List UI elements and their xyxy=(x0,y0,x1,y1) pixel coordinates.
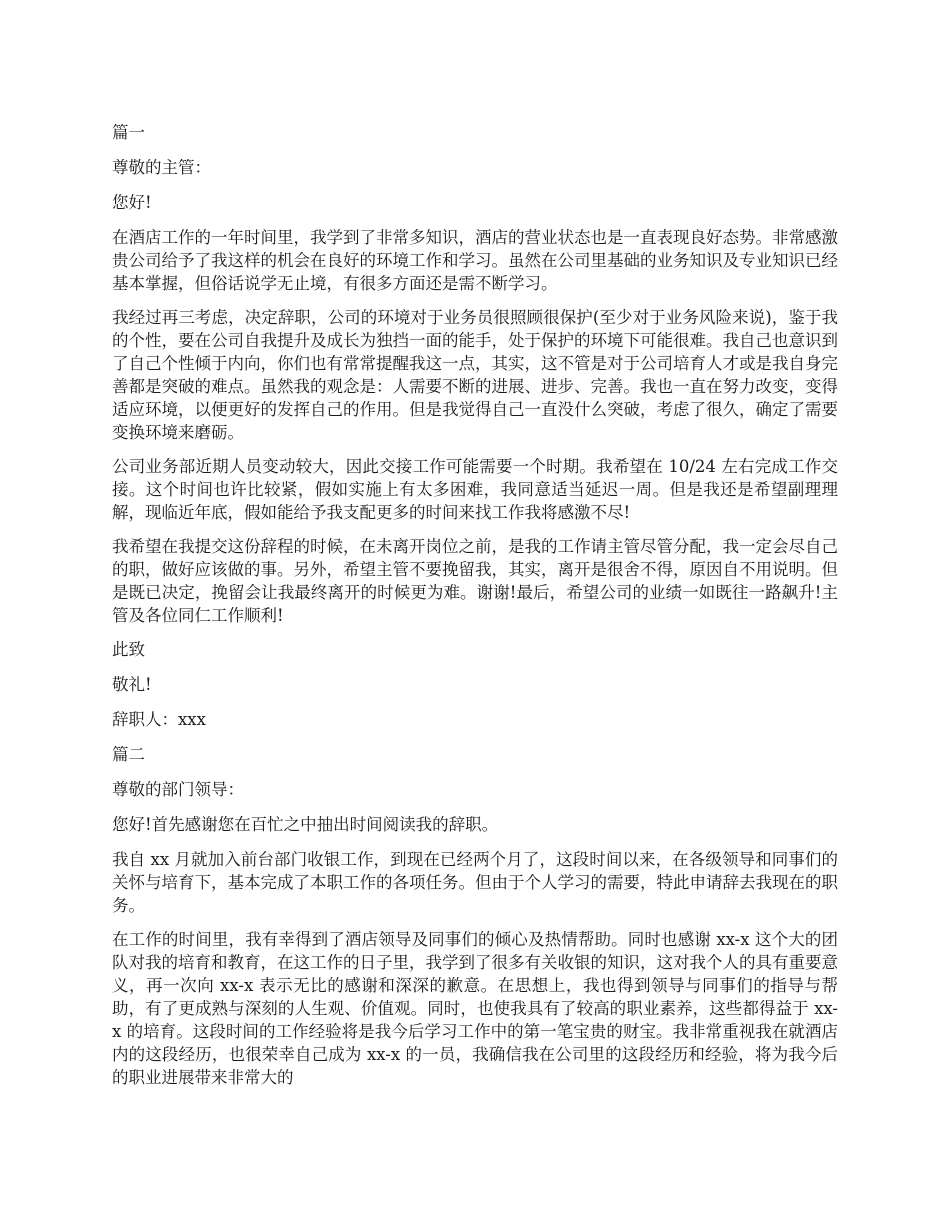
body-paragraph: 我自 xx 月就加入前台部门收银工作，到现在已经两个月了，这段时间以来，在各级领导和同事们的关怀与培育下，基本完成了本职工作的各项任务。但由于个人学习的需要，特此申请辞去我现在的职务。 xyxy=(112,850,838,915)
salutation-2: 尊敬的部门领导： xyxy=(112,780,244,799)
document-body xyxy=(112,121,838,1100)
signature-line: 辞职人：xxx xyxy=(112,710,206,729)
closing-line: 此致 xyxy=(112,640,145,659)
body-paragraph: 公司业务部近期人员变动较大，因此交接工作可能需要一个时期。我希望在 10/24 左右完成工作交接。这个时间也许比较紧，假如实施上有太多困难，我同意适当延迟一周。但是我还是希望副理理解，现临近年底，假如能给予我支配更多的时间来找工作我将感激不尽! xyxy=(112,457,838,522)
body-paragraph: 在工作的时间里，我有幸得到了酒店领导及同事们的倾心及热情帮助。同时也感谢 xx-x 这个大的团队对我的培育和教育，在这工作的日子里，我学到了很多有关收银的知识，这对我个人的具有重要意义，再一次向 xx-x 表示无比的感谢和深深的歉意。在思想上，我也得到领导与同事们的指导与帮助，有了更成熟与深刻的人生观、价值观。同时，也使我具有了较高的职业素养，这些都得益于 xx-x 的培育。这段时间的工作经验将是我今后学习工作中的第一笔宝贵的财宝。我非常重视我在就酒店内的这段经历，也很荣幸自己成为 xx-x 的一员，我确信我在公司里的这段经历和经验，将为我今后的职业进展带来非常大的 xyxy=(112,930,838,1087)
greeting-2: 您好!首先感谢您在百忙之中抽出时间阅读我的辞职。 xyxy=(112,815,499,834)
salutation-1: 尊敬的主管： xyxy=(112,158,211,177)
body-paragraph: 我经过再三考虑，决定辞职，公司的环境对于业务员很照顾很保护(至少对于业务风险来说)，鉴于我的个性，要在公司自我提升及成长为独挡一面的能手，处于保护的环境下可能很难。我自己也意识到了自己个性倾于内向，你们也有常常提醒我这一点，其实，这不管是对于公司培育人才或是我自身完善都是突破的难点。虽然我的观念是：人需要不断的进展、进步、完善。我也一直在努力改变，变得适应环境，以便更好的发挥自己的作用。但是我觉得自己一直没什么突破，考虑了很久，确定了需要变换环境来磨砺。 xyxy=(112,308,838,442)
body-paragraph: 在酒店工作的一年时间里，我学到了非常多知识，酒店的营业状态也是一直表现良好态势。非常感激贵公司给予了我这样的机会在良好的环境工作和学习。虽然在公司里基础的业务知识及专业知识已经基本掌握，但俗话说学无止境，有很多方面还是需不断学习。 xyxy=(112,228,838,293)
body-paragraph: 我希望在我提交这份辞程的时候，在未离开岗位之前，是我的工作请主管尽管分配，我一定会尽自己的职，做好应该做的事。另外，希望主管不要挽留我，其实，离开是很舍不得，原因自不用说明。但是既已决定，挽留会让我最终离开的时候更为难。谢谢!最后，希望公司的业绩一如既往一路飙升!主管及各位同仁工作顺利! xyxy=(112,537,838,625)
section-heading-1: 篇一 xyxy=(112,123,145,142)
closing-regards: 敬礼! xyxy=(112,675,152,694)
section-heading-2: 篇二 xyxy=(112,745,145,764)
greeting-1: 您好! xyxy=(112,193,152,212)
